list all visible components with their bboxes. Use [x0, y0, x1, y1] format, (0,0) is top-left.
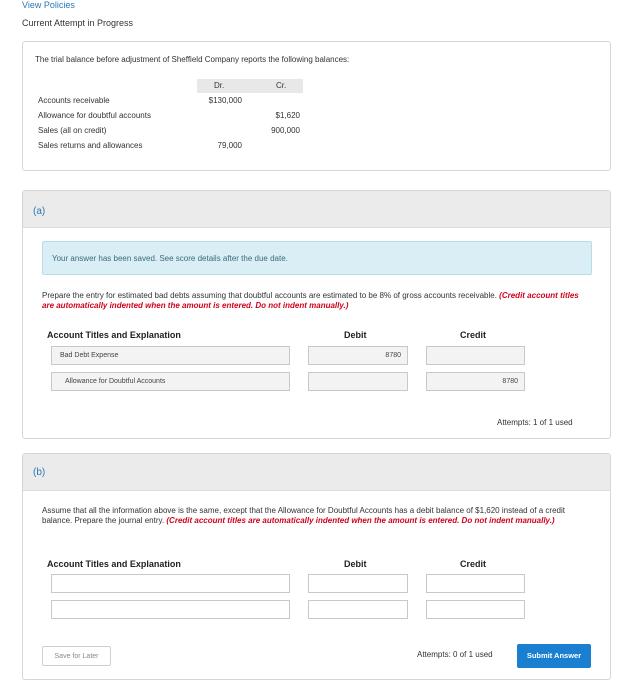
view-policies-link[interactable]: View Policies: [22, 0, 75, 10]
tb-row-label: Sales (all on credit): [38, 126, 107, 135]
part-b-debit-field[interactable]: [308, 600, 408, 619]
part-b-prompt: [42, 506, 592, 526]
part-a-prompt-note: (Credit account titles are automatically indented when the amount is entered. Do not indent manually.): [42, 291, 579, 310]
part-b-col-credit: Credit: [460, 559, 487, 569]
part-b-prompt-text: Assume that all the information above is the same, except that the Allowance for Doubtful Accounts has a debit balance of $1,620 instead of a credit balance. Prepare the journal entry.: [42, 506, 565, 525]
tb-row-label: Allowance for doubtful accounts: [38, 111, 151, 120]
tb-row-label: Accounts receivable: [38, 96, 110, 105]
part-a-header: [23, 191, 610, 228]
tb-row-dr: 79,000: [217, 141, 242, 150]
trial-balance-col-dr: Dr.: [214, 81, 225, 90]
tb-row-cr: $1,620: [275, 111, 300, 120]
trial-balance-col-cr: Cr.: [276, 81, 287, 90]
part-a-debit-field[interactable]: [308, 372, 408, 391]
tb-row-label: Sales returns and allowances: [38, 141, 143, 150]
part-a-credit-field[interactable]: 8780: [426, 372, 525, 391]
submit-answer-button[interactable]: Submit Answer: [517, 644, 591, 668]
part-a-attempts: Attempts: 1 of 1 used: [497, 418, 573, 427]
part-b-attempts: Attempts: 0 of 1 used: [417, 650, 493, 659]
saved-message: Your answer has been saved. See score details after the due date.: [52, 254, 288, 263]
part-a-col-debit: Debit: [344, 330, 367, 340]
trial-balance-header: [197, 79, 303, 93]
part-b-account-field[interactable]: [51, 574, 290, 593]
part-a-prompt: [42, 291, 592, 311]
part-a-account-field[interactable]: Bad Debt Expense: [51, 346, 290, 365]
part-b-prompt-note: (Credit account titles are automatically indented when the amount is entered. Do not indent manually.): [166, 516, 555, 525]
trial-balance-intro: The trial balance before adjustment of Sheffield Company reports the following balances:: [35, 55, 350, 64]
tb-row-cr: 900,000: [271, 126, 300, 135]
part-b-letter: (b): [33, 467, 46, 478]
part-a-prompt-text: Prepare the entry for estimated bad debts assuming that doubtful accounts are estimated to be 8% of gross accounts receivable.: [42, 291, 497, 300]
part-b-debit-field[interactable]: [308, 574, 408, 593]
part-a-col-credit: Credit: [460, 330, 487, 340]
part-a-letter: (a): [33, 206, 46, 217]
part-b-col-account: Account Titles and Explanation: [47, 559, 181, 569]
part-b-header: [23, 454, 610, 491]
tb-row-dr: $130,000: [208, 96, 242, 105]
part-a-debit-field[interactable]: 8780: [308, 346, 408, 365]
save-for-later-button[interactable]: Save for Later: [42, 646, 111, 666]
part-a-account-field[interactable]: Allowance for Doubtful Accounts: [51, 372, 290, 391]
part-b-account-field[interactable]: [51, 600, 290, 619]
part-b-credit-field[interactable]: [426, 574, 525, 593]
part-a-col-account: Account Titles and Explanation: [47, 330, 181, 340]
part-b-credit-field[interactable]: [426, 600, 525, 619]
part-a-credit-field[interactable]: [426, 346, 525, 365]
part-b-col-debit: Debit: [344, 559, 367, 569]
attempt-status: Current Attempt in Progress: [22, 18, 134, 28]
